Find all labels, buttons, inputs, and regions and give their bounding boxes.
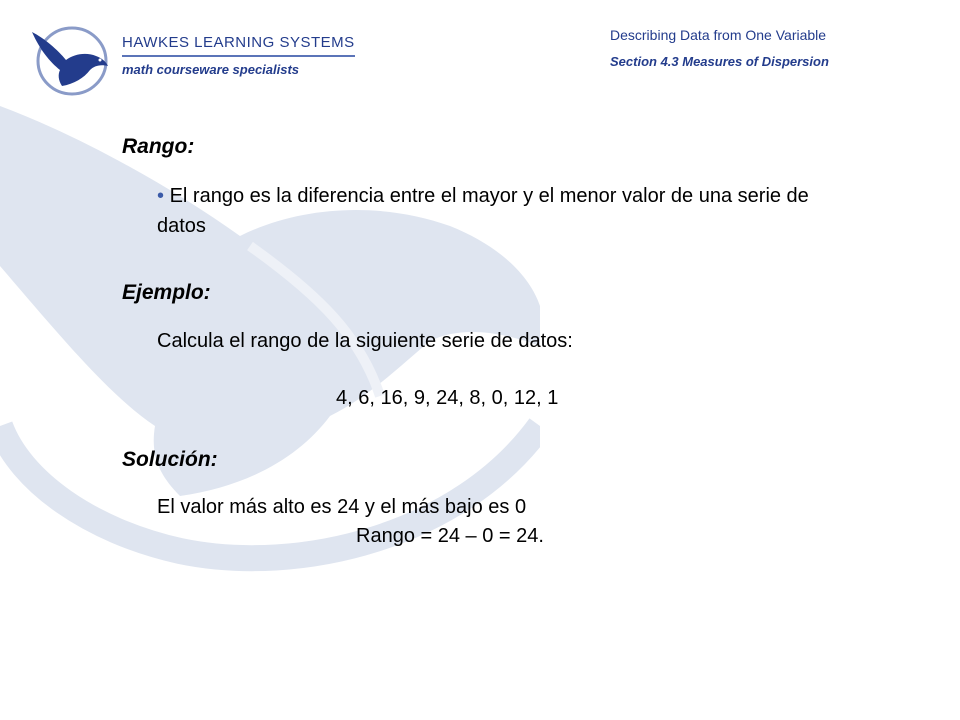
definition-paragraph [157,181,857,241]
brand-tagline: math courseware specialists [122,62,300,77]
course-title: Describing Data from One Variable [610,27,827,43]
brand-block [122,34,355,77]
hawk-logo-icon [28,22,110,98]
heading-rango: Rango: [122,135,195,158]
brand-name: HAWKES LEARNING SYSTEMS [122,34,355,57]
heading-solucion: Solución: [122,448,218,471]
definition-text: El rango es la diferencia entre el mayor y el menor valor de una serie de datos [157,185,809,237]
example-prompt: Calcula el rango de la siguiente serie de datos: [157,330,573,352]
section-title: Section 4.3 Measures of Dispersion [610,54,829,69]
solution-result: Rango = 24 – 0 = 24. [356,525,544,547]
data-series: 4, 6, 16, 9, 24, 8, 0, 12, 1 [336,387,559,409]
solution-text: El valor más alto es 24 y el más bajo es 0 [157,496,527,518]
bullet-icon: • [157,185,165,207]
course-info [610,27,829,69]
heading-ejemplo: Ejemplo: [122,281,211,304]
